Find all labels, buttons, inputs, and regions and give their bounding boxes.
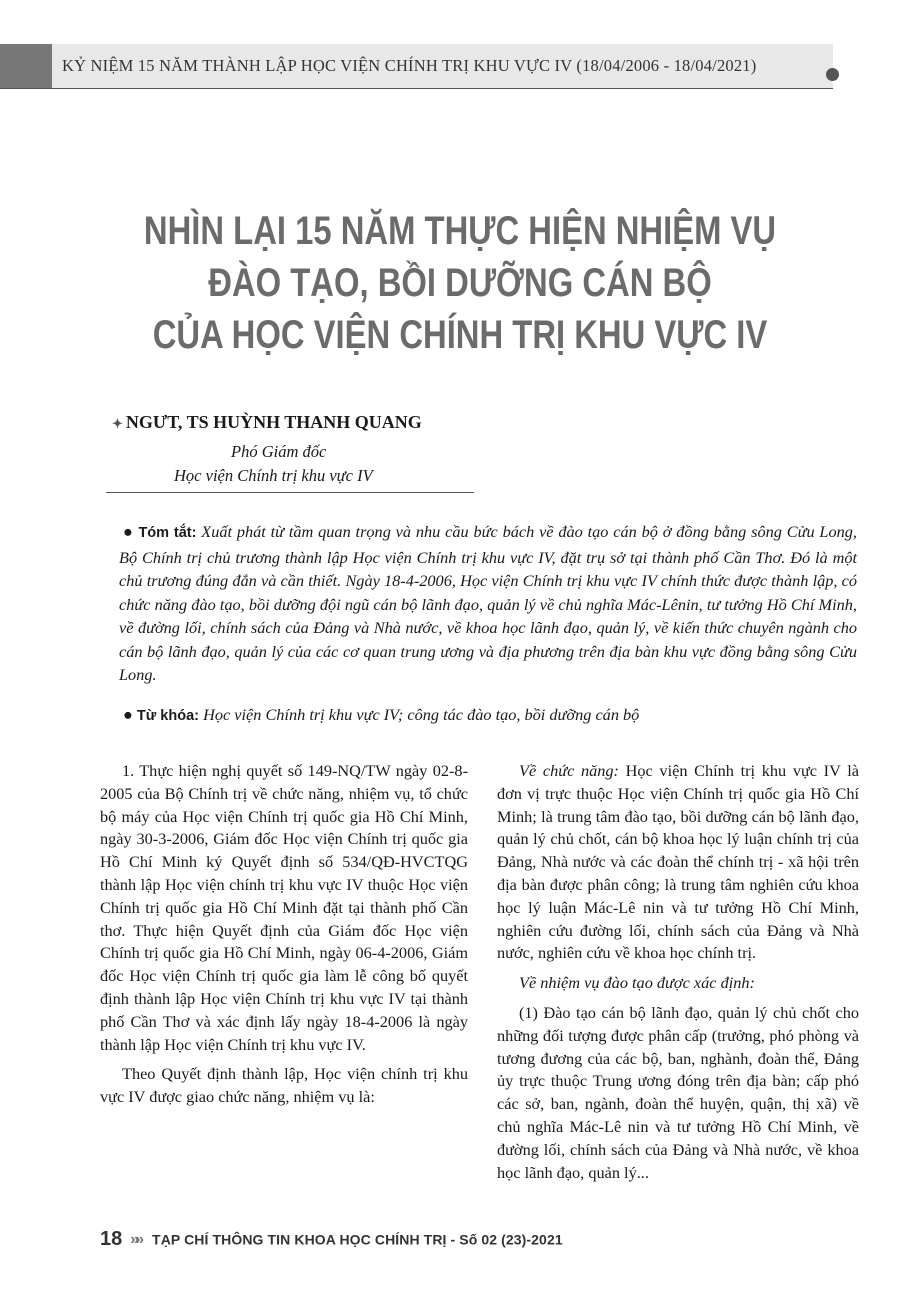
abstract: [119, 520, 857, 687]
header-dot-decoration: [826, 68, 839, 81]
abstract-bullet-icon: ●: [123, 522, 134, 541]
function-paragraph: [497, 760, 859, 965]
keywords: [119, 703, 857, 729]
author-role: Phó Giám đốc: [231, 442, 327, 461]
title-line-2: ĐÀO TẠO, BỒI DƯỠNG CÁN BỘ: [208, 261, 712, 305]
abstract-label: Tóm tắt:: [138, 525, 197, 541]
keywords-bullet-icon: ●: [123, 705, 133, 724]
training-heading: [497, 972, 859, 995]
author-bullet-icon: ✦: [112, 416, 123, 431]
keywords-label: Từ khóa:: [136, 708, 199, 724]
function-text: Học viện Chính trị khu vực IV là đơn vị trực thuộc Học viện Chính trị quốc gia Hồ Chí Minh; là trung tâm đào tạo, bồi dưỡng cán bộ lãnh đạo, quản lý chủ chốt, cán bộ khoa học lý luận chính trị của Đảng, Nhà nước và các đoàn thể chính trị - xã hội trên địa bàn được phân công; là trung tâm nghiên cứu khoa học lý luận Mác-Lê nin và tư tưởng Hồ Chí Minh, nghiên cứu đường lối, chính sách của Đảng và Nhà nước, nghiên cứu về khoa học chính trị.: [497, 761, 859, 963]
author-divider: [106, 492, 474, 493]
body-paragraph-1: 1. Thực hiện nghị quyết số 149-NQ/TW ngày 02-8-2005 của Bộ Chính trị về chức năng, nhiệm vụ, tổ chức bộ máy của Học viện Chính trị quốc gia Hồ Chí Minh, ngày 30-3-2006, Giám đốc Học viện Chính trị quốc gia Hồ Chí Minh ký Quyết định số 534/QĐ-HVCTQG thành lập Học viện chính trị khu vực IV thuộc Học viện Chính trị quốc gia Hồ Chí Minh đặt tại thành phố Cần thơ. Thực hiện Quyết định của Giám đốc Học viện Chính trị quốc gia Hồ Chí Minh, ngày 06-4-2006, Giám đốc Học viện Chính trị quốc gia làm lễ công bố quyết định thành lập Học viện Chính trị khu vực IV tại thành phố Cần Thơ và xác định lấy ngày 18-4-2006 là ngày thành lập Học viện Chính trị khu vực IV.: [100, 761, 468, 1054]
double-chevron-icon: »»: [130, 1230, 141, 1248]
title-line-1: NHÌN LẠI 15 NĂM THỰC HIỆN NHIỆM VỤ: [143, 209, 777, 253]
header-banner-text: KỶ NIỆM 15 NĂM THÀNH LẬP HỌC VIỆN CHÍNH TRỊ KHU VỰC IV (18/04/2006 - 18/04/2021): [62, 56, 757, 75]
body-right-column: [497, 760, 859, 1191]
keywords-text: Học viện Chính trị khu vực IV; công tác đào tạo, bồi dưỡng cán bộ: [203, 705, 640, 724]
title-line-3: CỦA HỌC VIỆN CHÍNH TRỊ KHU VỰC IV: [152, 313, 768, 357]
author-organization: Học viện Chính trị khu vực IV: [174, 466, 373, 485]
body-paragraph-2: Theo Quyết định thành lập, Học viện chính trị khu vực IV được giao chức năng, nhiệm vụ là:: [100, 1064, 468, 1107]
header-tab-decoration: [0, 44, 52, 88]
journal-name: TẠP CHÍ THÔNG TIN KHOA HỌC CHÍNH TRỊ - Số 02 (23)-2021: [152, 1231, 563, 1248]
body-left-column: [100, 760, 468, 1116]
page-footer: [100, 1228, 563, 1251]
author-name: NGƯT, TS HUỲNH THANH QUANG: [125, 412, 422, 432]
article-title: [132, 205, 788, 361]
function-label: Về chức năng:: [519, 761, 619, 780]
training-item-1: (1) Đào tạo cán bộ lãnh đạo, quản lý chủ chốt cho những đối tượng được phân cấp (trưởng, phó phòng và tương đương của các bộ, ban, nghành, đoàn thể, Đảng ủy trực thuộc Trung ương đóng trên địa bàn; cấp phó các sở, ban, ngành, đoàn thể huyện, quận, thị xã) về chủ nghĩa Mác-Lê nin và tư tưởng Hồ Chí Minh, về đường lối, chính sách của Đảng và Nhà nước, về khoa học lãnh đạo, quản lý...: [497, 1002, 859, 1182]
training-label: Về nhiệm vụ đào tạo được xác định:: [519, 973, 755, 993]
page-number: 18: [100, 1228, 123, 1250]
abstract-text: Xuất phát từ tầm quan trọng và nhu cầu bức bách về đào tạo cán bộ ở đồng bằng sông Cửu Long, Bộ Chính trị chủ trương thành lập Học viện Chính trị khu vực IV, đặt trụ sở tại thành phố Cần Thơ. Đó là một chủ trương đúng đắn và cần thiết. Ngày 18-4-2006, Học viện Chính trị khu vực IV chính thức được thành lập, có chức năng đào tạo, bồi dưỡng đội ngũ cán bộ lãnh đạo, quản lý về chủ nghĩa Mác-Lênin, tư tưởng Hồ Chí Minh, về đường lối, chính sách của Đảng và Nhà nước, về khoa học lãnh đạo, quản lý, về kiến thức chuyên ngành cho cán bộ lãnh đạo, quản lý của các cơ quan trung ương và địa phương trên địa bàn khu vực đồng bằng sông Cửu Long.: [119, 522, 857, 684]
author-name-line: [112, 412, 422, 433]
